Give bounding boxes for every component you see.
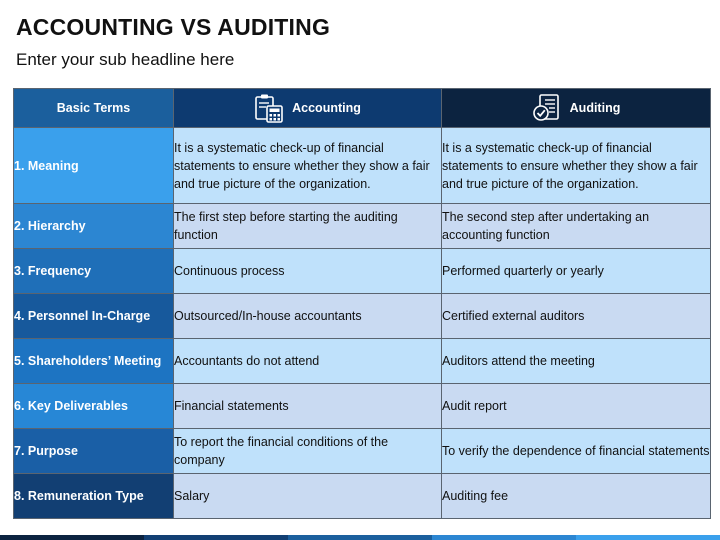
table-row	[14, 249, 711, 294]
accounting-cell: Salary	[174, 474, 442, 519]
accounting-cell: Continuous process	[174, 249, 442, 294]
term-cell: 3. Frequency	[14, 249, 174, 294]
accounting-cell: The first step before starting the auditing function	[174, 204, 442, 249]
table-row	[14, 294, 711, 339]
auditing-cell: The second step after undertaking an accounting function	[442, 204, 711, 249]
table-row	[14, 204, 711, 249]
table-row	[14, 128, 711, 204]
auditing-cell: It is a systematic check-up of financial statements to ensure whether they show a fair and true picture of the organization.	[442, 128, 711, 204]
page-title: ACCOUNTING VS AUDITING	[16, 14, 331, 40]
calculator-clipboard-icon	[254, 93, 284, 123]
accounting-cell: Financial statements	[174, 384, 442, 429]
term-cell: 1. Meaning	[14, 128, 174, 204]
header-accounting: Accounting	[174, 89, 442, 128]
table-row	[14, 429, 711, 474]
page-subtitle: Enter your sub headline here	[16, 50, 235, 69]
term-cell: 2. Hierarchy	[14, 204, 174, 249]
accounting-cell: Accountants do not attend	[174, 339, 442, 384]
table-header-row	[14, 89, 711, 128]
accounting-cell: To report the financial conditions of the company	[174, 429, 442, 474]
auditing-cell: Auditing fee	[442, 474, 711, 519]
table-row	[14, 474, 711, 519]
auditing-cell: Certified external auditors	[442, 294, 711, 339]
accounting-cell: It is a systematic check-up of financial statements to ensure whether they show a fair and true picture of the organization.	[174, 128, 442, 204]
auditing-cell: Audit report	[442, 384, 711, 429]
auditing-cell: Performed quarterly or yearly	[442, 249, 711, 294]
table-row	[14, 384, 711, 429]
term-cell: 7. Purpose	[14, 429, 174, 474]
term-cell: 6. Key Deliverables	[14, 384, 174, 429]
table-row	[14, 339, 711, 384]
header-auditing: Auditing	[442, 89, 711, 128]
checklist-document-icon	[532, 93, 562, 123]
footer-color-bar	[0, 535, 720, 540]
auditing-cell: Auditors attend the meeting	[442, 339, 711, 384]
header-basic-terms: Basic Terms	[14, 89, 174, 128]
term-cell: 4. Personnel In-Charge	[14, 294, 174, 339]
accounting-cell: Outsourced/In-house accountants	[174, 294, 442, 339]
term-cell: 5. Shareholders’ Meeting	[14, 339, 174, 384]
auditing-cell: To verify the dependence of financial statements	[442, 429, 711, 474]
term-cell: 8. Remuneration Type	[14, 474, 174, 519]
comparison-table	[13, 88, 711, 519]
